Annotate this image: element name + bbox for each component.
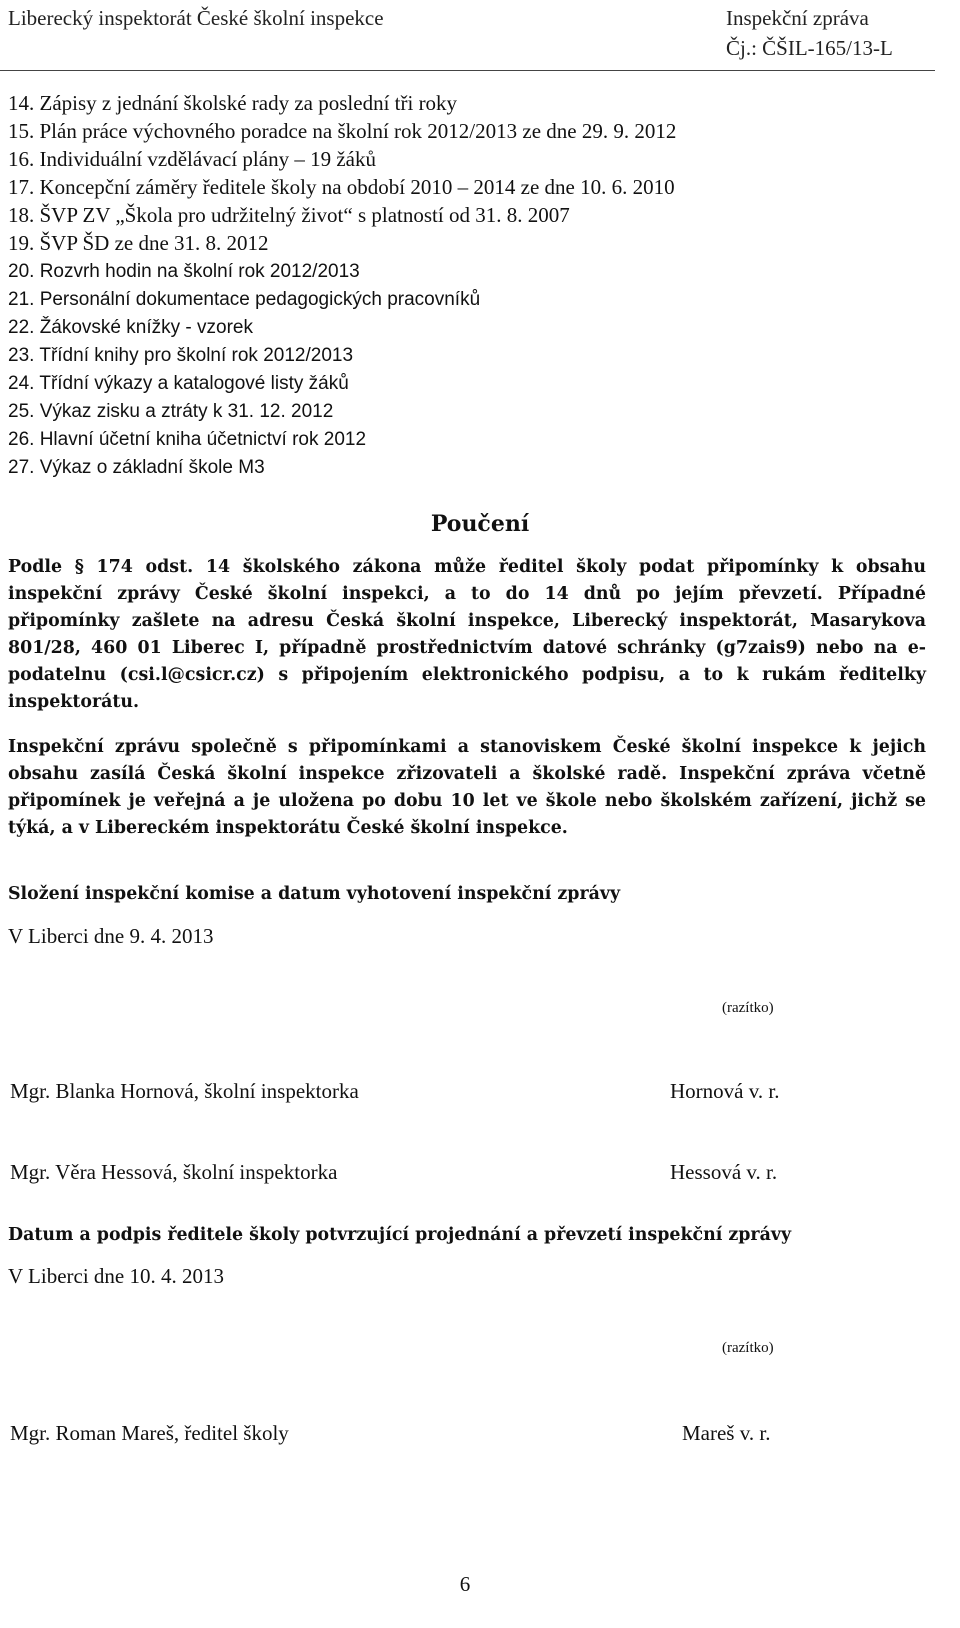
notice-paragraph-1: Podle § 174 odst. 14 školského zákona může ředitel školy podat připomínky k obsahu inspekční zprávy České školní inspekci, a to do 14 dnů po jejím převzetí. Případné připomínky zašlete na adresu Česká školní inspekce, Liberecký inspektorát, Masarykova 801/28, 460 01 Liberec I, případně prostřednictvím datové schránky (g7zais9) nebo na e-podatelnu (csi.l@csicr.cz) s připojením elektronického podpisu, a to k rukám ředitelky inspektorátu. bbox=[8, 557, 926, 712]
attachments-list bbox=[8, 89, 676, 482]
director-stamp: (razítko) bbox=[722, 1340, 774, 1356]
list-item: 14. Zápisy z jednání školské rady za poslední tři roky bbox=[8, 91, 458, 115]
list-item: 24. Třídní výkazy a katalogové listy žáků bbox=[8, 372, 349, 394]
director-heading: Datum a podpis ředitele školy potvrzující projednání a převzetí inspekční zprávy bbox=[8, 1225, 792, 1245]
list-item: 27. Výkaz o základní škole M3 bbox=[8, 457, 265, 479]
commission-stamp: (razítko) bbox=[722, 1000, 774, 1016]
member-name: Mgr. Blanka Hornová, školní inspektorka bbox=[10, 1079, 359, 1103]
list-item: 25. Výkaz zisku a ztráty k 31. 12. 2012 bbox=[8, 401, 334, 423]
director-signature: Mareš v. r. bbox=[682, 1421, 771, 1445]
member-signature: Hessová v. r. bbox=[670, 1160, 778, 1184]
header-doc-type: Inspekční zpráva bbox=[726, 6, 869, 30]
list-item: 16. Individuální vzdělávací plány – 19 žáků bbox=[8, 147, 376, 172]
page-number: 6 bbox=[459, 1572, 471, 1596]
list-item: 23. Třídní knihy pro školní rok 2012/2013 bbox=[8, 344, 354, 366]
header-reference-number: Čj.: ČŠIL-165/13-L bbox=[726, 36, 893, 60]
commission-place-date: V Liberci dne 9. 4. 2013 bbox=[8, 924, 214, 948]
notice-paragraph-2: Inspekční zprávu společně s připomínkami a stanoviskem České školní inspekce k jejich obsahu zasílá Česká školní inspekce zřizovateli a školské radě. Inspekční zpráva včetně připomínek je veřejná a je uložena po dobu 10 let ve škole nebo školském zařízení, jichž se týká, a v Libereckém inspektorátu České školní inspekce. bbox=[8, 737, 926, 838]
list-item: 20. Rozvrh hodin na školní rok 2012/2013 bbox=[8, 260, 360, 282]
list-item: 18. ŠVP ZV „Škola pro udržitelný život“ s platností od 31. 8. 2007 bbox=[8, 203, 570, 228]
list-item: 15. Plán práce výchovného poradce na školní rok 2012/2013 ze dne 29. 9. 2012 bbox=[8, 119, 677, 144]
list-item: 19. ŠVP ŠD ze dne 31. 8. 2012 bbox=[8, 231, 269, 256]
notice-title: Poučení bbox=[430, 511, 530, 537]
header-institution: Liberecký inspektorát České školní inspekce bbox=[8, 6, 384, 30]
commission-heading: Složení inspekční komise a datum vyhotovení inspekční zprávy bbox=[8, 884, 621, 904]
header-divider bbox=[0, 70, 935, 71]
list-item: 22. Žákovské knížky - vzorek bbox=[8, 316, 253, 338]
director-place-date: V Liberci dne 10. 4. 2013 bbox=[8, 1264, 224, 1288]
member-signature: Hornová v. r. bbox=[670, 1079, 780, 1103]
member-name: Mgr. Věra Hessová, školní inspektorka bbox=[10, 1160, 338, 1184]
director-name: Mgr. Roman Mareš, ředitel školy bbox=[10, 1421, 289, 1445]
list-item: 26. Hlavní účetní kniha účetnictví rok 2012 bbox=[8, 429, 367, 451]
list-item: 17. Koncepční záměry ředitele školy na období 2010 – 2014 ze dne 10. 6. 2010 bbox=[8, 175, 675, 200]
list-item: 21. Personální dokumentace pedagogických pracovníků bbox=[8, 288, 481, 310]
